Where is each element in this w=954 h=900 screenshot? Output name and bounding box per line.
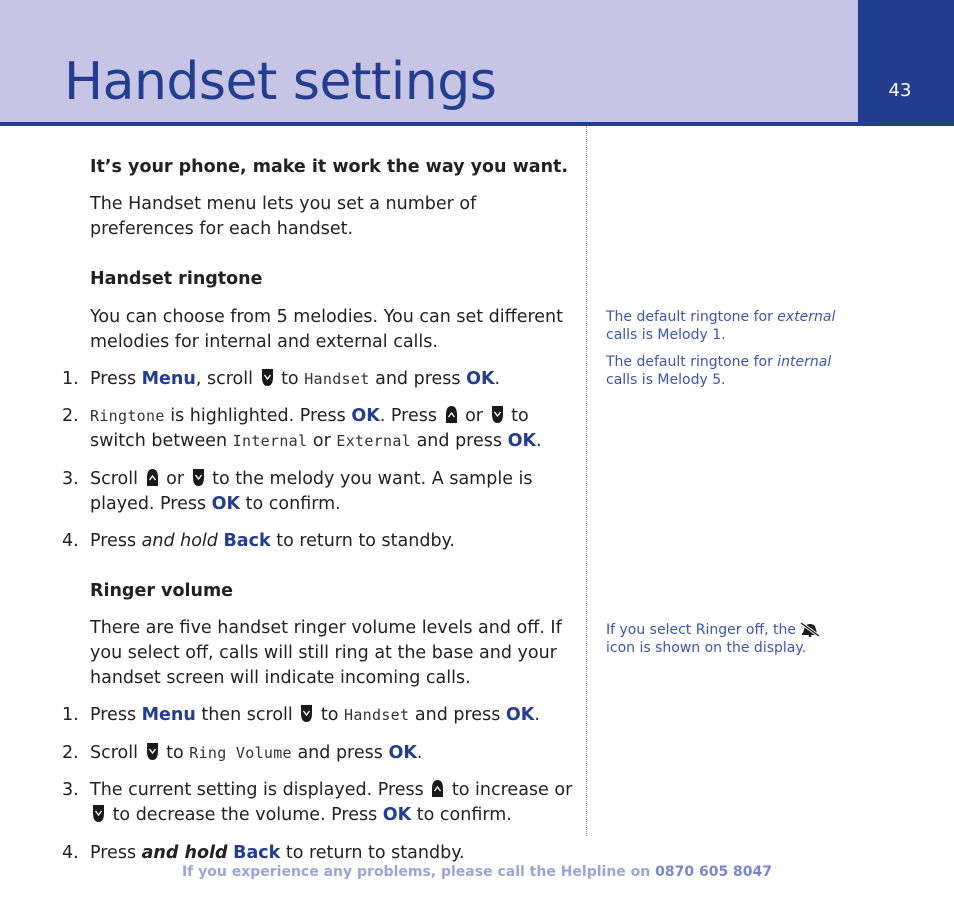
step-number: 3. [62, 469, 79, 489]
step-number: 2. [62, 743, 79, 763]
ok-key-label: OK [382, 805, 412, 825]
ok-key-label: OK [466, 369, 495, 389]
ok-key-label: OK [388, 743, 417, 763]
column-divider [586, 126, 587, 836]
back-key-label: Back [233, 843, 281, 863]
ringtone-step-4: 4. Press and hold Back to return to standby. [62, 529, 582, 554]
step-number: 1. [62, 705, 79, 725]
scroll-down-key-icon [92, 804, 105, 823]
step-number: 4. [62, 843, 79, 863]
header-rule [0, 122, 954, 126]
volume-step-1: 1. Press Menu then scroll to Handset and press OK. [62, 703, 582, 728]
step-number: 2. [62, 406, 79, 426]
ok-key-label: OK [507, 431, 536, 451]
volume-heading: Ringer volume [90, 581, 234, 601]
scroll-up-key-icon [445, 405, 458, 424]
scroll-down-key-icon [300, 704, 313, 723]
scroll-down-key-icon [491, 405, 504, 424]
lcd-text: Handset [344, 706, 410, 724]
page-number: 43 [888, 80, 912, 101]
lcd-text: Internal [232, 432, 308, 450]
ringtone-step-3: 3. Scroll or to the melody you want. A sample is played. Press OK to confirm. [62, 469, 533, 514]
ringtone-step-2: 2. Ringtone is highlighted. Press OK. Press or to switch between Internal or External and press OK. [62, 406, 542, 451]
menu-key-label: Menu [141, 369, 196, 389]
emphasis: and hold [141, 843, 228, 863]
ok-key-label: OK [505, 705, 535, 725]
volume-step-2: 2. Scroll to Ring Volume and press OK. [62, 741, 582, 766]
helpline-number: 0870 605 8047 [655, 864, 773, 880]
side-note-external: The default ringtone for external calls is Melody 1. [606, 309, 836, 343]
footer-helpline: If you experience any problems, please call the Helpline on 0870 605 8047 [181, 864, 773, 880]
step-number: 3. [62, 780, 79, 800]
lcd-text: External [336, 432, 412, 450]
volume-step-3: 3. The current setting is displayed. Press to increase or to decrease the volume. Press OK to confirm. [62, 780, 573, 825]
scroll-up-key-icon [146, 468, 159, 487]
step-number: 1. [62, 369, 79, 389]
page-title: Handset settings [64, 52, 497, 112]
back-key-label: Back [223, 531, 271, 551]
ringtone-heading: Handset ringtone [90, 269, 263, 289]
volume-step-4: 4. Press and hold Back to return to standby. [62, 841, 582, 866]
menu-key-label: Menu [141, 705, 196, 725]
ok-key-label: OK [211, 494, 241, 514]
ringtone-step-1: 1. Press Menu, scroll to Handset and press OK. [62, 367, 582, 392]
step-number: 4. [62, 531, 79, 551]
intro-text: The Handset menu lets you set a number of preferences for each handset. [90, 194, 477, 239]
ringtone-text: You can choose from 5 melodies. You can set different melodies for internal and external calls. [90, 307, 564, 352]
intro-heading: It’s your phone, make it work the way you want. [90, 157, 569, 177]
side-note-internal: The default ringtone for internal calls is Melody 5. [606, 354, 832, 388]
scroll-up-key-icon [431, 779, 444, 798]
volume-text: There are five handset ringer volume levels and off. If you select off, calls will still ring at the base and your handset screen will indicate incoming calls. [90, 618, 562, 688]
scroll-down-key-icon [192, 468, 205, 487]
ringer-off-icon [800, 621, 820, 637]
scroll-down-key-icon [146, 742, 159, 761]
lcd-text: Handset [304, 370, 370, 388]
ok-key-label: OK [351, 406, 380, 426]
page-number-tab [858, 0, 954, 122]
emphasis: and hold [141, 531, 218, 551]
lcd-text: Ringtone [90, 407, 165, 425]
scroll-down-key-icon [261, 368, 274, 387]
lcd-text: Ring Volume [189, 744, 292, 762]
side-note-ringer-off: If you select Ringer off, the icon is shown on the display. [606, 621, 846, 657]
